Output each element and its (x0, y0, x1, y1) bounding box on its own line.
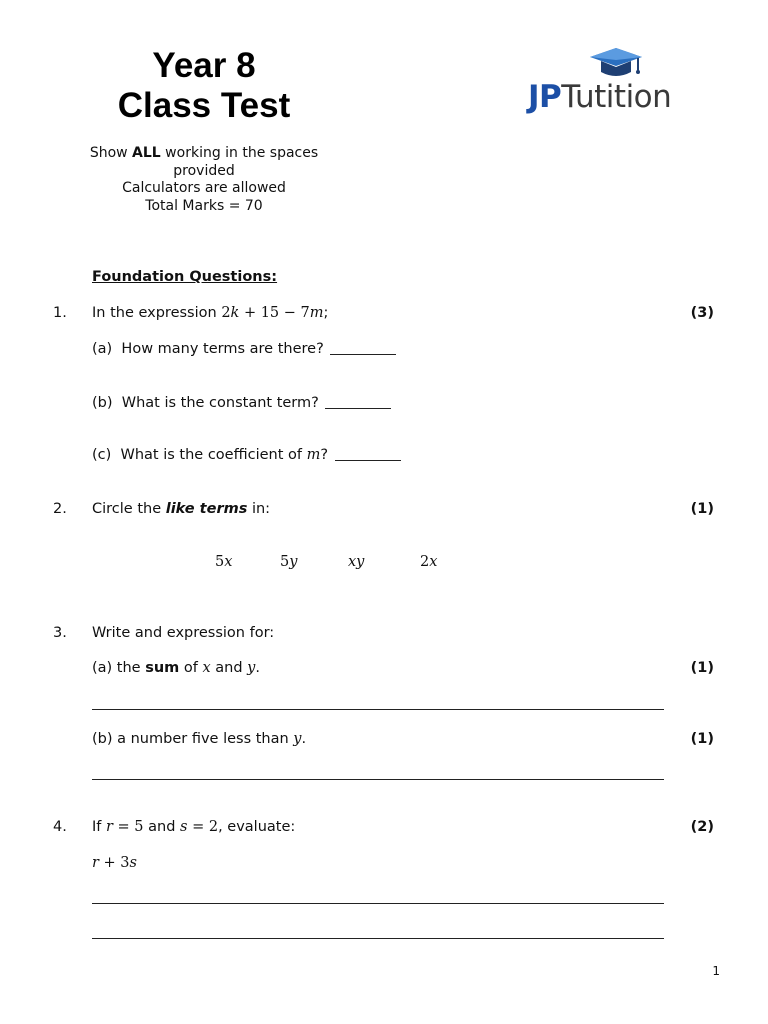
question-2-marks: (1) (690, 501, 714, 517)
question-number: 4. (53, 819, 67, 835)
term-xy[interactable]: xy (348, 554, 365, 570)
instruction-line: provided (173, 162, 235, 179)
logo-wordmark: JPTutition (528, 79, 672, 115)
question-1c: (c) What is the coefficient of m? (92, 446, 401, 464)
question-4-marks: (2) (690, 819, 714, 835)
question-3-text: Write and expression for: (92, 625, 275, 641)
instruction-line: Calculators are allowed (122, 180, 286, 196)
graduation-cap-icon (588, 46, 644, 82)
question-1-text: In the expression 2k + 15 − 7m; (92, 305, 329, 321)
answer-line[interactable] (92, 903, 664, 904)
answer-line[interactable] (92, 938, 664, 939)
page-number: 1 (712, 964, 720, 978)
term-5y[interactable]: 5y (280, 554, 298, 570)
title-line-1: Year 8 (152, 46, 256, 85)
instruction-line: Total Marks = 70 (145, 197, 263, 214)
instruction-line: Show ALL working in the spaces (89, 145, 319, 161)
term-2x[interactable]: 2x (420, 554, 438, 570)
question-3b: (b) a number five less than y. (92, 731, 307, 747)
question-3b-marks: (1) (690, 731, 714, 747)
answer-blank[interactable] (330, 354, 396, 355)
term-5x[interactable]: 5x (215, 554, 233, 570)
question-number: 3. (53, 625, 67, 641)
question-1-marks: (3) (690, 305, 714, 321)
section-heading: Foundation Questions: (92, 269, 278, 285)
title-line-2: Class Test (117, 86, 291, 125)
question-3a-marks: (1) (690, 660, 714, 676)
question-2-text: Circle the like terms in: (92, 501, 271, 517)
question-4-expression: r + 3s (92, 855, 137, 871)
question-number: 1. (53, 305, 67, 321)
answer-line[interactable] (92, 709, 664, 710)
instructions (60, 145, 348, 215)
answer-blank[interactable] (325, 408, 391, 409)
question-3a: (a) the sum of x and y. (92, 660, 260, 676)
question-4-text: If r = 5 and s = 2, evaluate: (92, 819, 296, 835)
question-number: 2. (53, 501, 67, 517)
jptutition-logo (528, 46, 692, 120)
question-1a: (a) How many terms are there? (92, 340, 396, 358)
question-1b: (b) What is the constant term? (92, 394, 391, 412)
answer-line[interactable] (92, 779, 664, 780)
answer-blank[interactable] (335, 460, 401, 461)
